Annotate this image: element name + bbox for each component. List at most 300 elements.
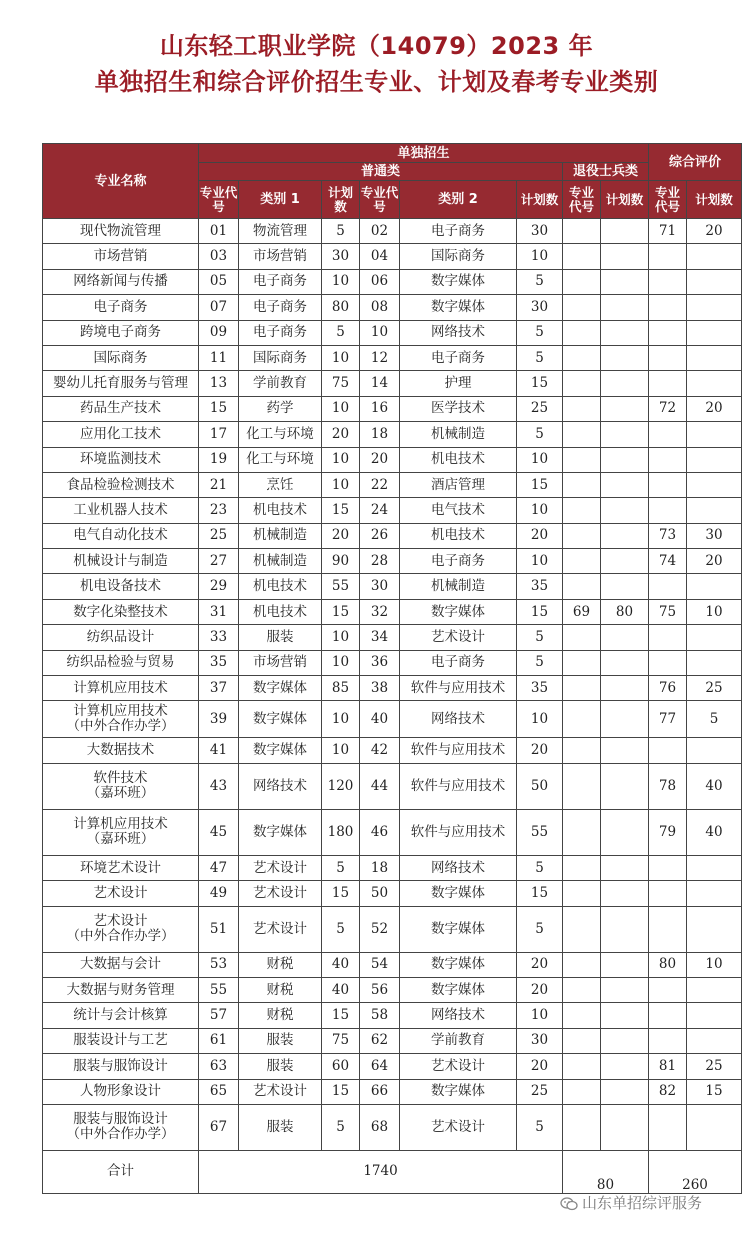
cell-code-1: 21 <box>199 472 239 497</box>
cell-plan-2: 15 <box>517 371 563 396</box>
cell-category-2: 数字媒体 <box>400 599 517 624</box>
cell-veteran-code <box>563 396 601 421</box>
cell-plan-2: 15 <box>517 599 563 624</box>
cell-veteran-code <box>563 625 601 650</box>
cell-comp-code <box>649 244 687 269</box>
cell-comp-code: 71 <box>649 219 687 244</box>
cell-code-2: 46 <box>360 809 400 855</box>
cell-plan-1: 75 <box>322 371 360 396</box>
cell-category-1: 电子商务 <box>239 320 322 345</box>
cell-plan-2: 10 <box>517 1003 563 1028</box>
cell-code-2: 36 <box>360 650 400 675</box>
major-name-text: 统计与会计核算 <box>73 1007 168 1024</box>
table-row <box>43 523 742 548</box>
cell-code-1: 19 <box>199 447 239 472</box>
cell-code-1: 35 <box>199 650 239 675</box>
cell-veteran-code <box>563 676 601 701</box>
cell-major-name <box>43 952 199 977</box>
cell-category-1: 市场营销 <box>239 244 322 269</box>
cell-category-2: 机械制造 <box>400 422 517 447</box>
cell-plan-1: 180 <box>322 809 360 855</box>
cell-comp-code: 75 <box>649 599 687 624</box>
cell-veteran-code <box>563 549 601 574</box>
cell-major-name <box>43 1028 199 1053</box>
cell-major-name <box>43 738 199 763</box>
cell-code-2: 02 <box>360 219 400 244</box>
watermark-text: 山东单招综评服务 <box>582 1194 703 1212</box>
cell-code-1: 49 <box>199 881 239 906</box>
cell-veteran-code <box>563 498 601 523</box>
cell-plan-1: 10 <box>322 738 360 763</box>
cell-veteran-code <box>563 295 601 320</box>
cell-veteran-code <box>563 1104 601 1150</box>
cell-plan-1: 5 <box>322 219 360 244</box>
header-category-1: 类别 1 <box>239 181 322 219</box>
cell-veteran-code <box>563 650 601 675</box>
cell-category-1: 药学 <box>239 396 322 421</box>
cell-comp-plan: 15 <box>687 1079 742 1104</box>
cell-plan-2: 20 <box>517 523 563 548</box>
cell-category-1: 艺术设计 <box>239 855 322 880</box>
header-major-name: 专业名称 <box>43 144 199 219</box>
cell-category-2: 学前教育 <box>400 1028 517 1053</box>
cell-category-1: 服装 <box>239 625 322 650</box>
cell-plan-2: 35 <box>517 676 563 701</box>
cell-veteran-plan <box>601 447 649 472</box>
cell-comp-plan <box>687 295 742 320</box>
major-name-text: 计算机应用技术 <box>73 816 168 833</box>
cell-code-2: 44 <box>360 763 400 809</box>
cell-plan-2: 25 <box>517 1079 563 1104</box>
cell-category-2: 数字媒体 <box>400 269 517 294</box>
cell-plan-2: 10 <box>517 498 563 523</box>
major-name-text: 服装与服饰设计 <box>73 1057 168 1074</box>
cell-veteran-plan <box>601 855 649 880</box>
cell-comp-code <box>649 650 687 675</box>
header-plan-2: 计划数 <box>517 181 563 219</box>
cell-code-2: 18 <box>360 422 400 447</box>
cell-comp-code <box>649 906 687 952</box>
major-name-text: 人物形象设计 <box>80 1083 161 1100</box>
header-code-1: 专业代号 <box>199 181 239 219</box>
cell-veteran-code <box>563 244 601 269</box>
cell-comp-code <box>649 447 687 472</box>
major-name-text: 食品检验检测技术 <box>66 476 175 493</box>
table-row <box>43 906 742 952</box>
cell-plan-1: 15 <box>322 498 360 523</box>
cell-code-2: 42 <box>360 738 400 763</box>
cell-comp-plan <box>687 855 742 880</box>
cell-plan-1: 10 <box>322 472 360 497</box>
cell-category-2: 电子商务 <box>400 345 517 370</box>
cell-comp-code: 78 <box>649 763 687 809</box>
cell-veteran-plan <box>601 977 649 1002</box>
cell-plan-1: 5 <box>322 855 360 880</box>
cell-comp-plan <box>687 320 742 345</box>
cell-comp-code: 81 <box>649 1054 687 1079</box>
major-name-text: 工业机器人技术 <box>73 501 168 518</box>
wechat-icon <box>560 1197 578 1211</box>
header-code-2: 专业代号 <box>360 181 400 219</box>
cell-veteran-code <box>563 1054 601 1079</box>
cell-code-2: 26 <box>360 523 400 548</box>
cell-veteran-code <box>563 1003 601 1028</box>
cell-plan-2: 20 <box>517 952 563 977</box>
cell-plan-2: 5 <box>517 1104 563 1150</box>
cell-plan-1: 15 <box>322 1079 360 1104</box>
cell-plan-2: 10 <box>517 701 563 738</box>
cell-code-1: 33 <box>199 625 239 650</box>
cell-category-1: 服装 <box>239 1054 322 1079</box>
major-name-text: 环境监测技术 <box>80 451 161 468</box>
cell-veteran-plan <box>601 1104 649 1150</box>
major-name-text: 大数据与财务管理 <box>66 981 175 998</box>
cell-plan-1: 5 <box>322 1104 360 1150</box>
cell-veteran-plan <box>601 549 649 574</box>
cell-plan-2: 50 <box>517 763 563 809</box>
header-single-enroll: 单独招生 <box>199 144 649 163</box>
enrollment-table <box>42 143 742 1194</box>
table-row <box>43 574 742 599</box>
major-name-text: 艺术设计 <box>93 913 148 930</box>
cell-code-1: 39 <box>199 701 239 738</box>
cell-code-2: 38 <box>360 676 400 701</box>
cell-plan-2: 5 <box>517 855 563 880</box>
cell-major-name <box>43 219 199 244</box>
cell-code-2: 54 <box>360 952 400 977</box>
cell-major-name <box>43 396 199 421</box>
table-row <box>43 1079 742 1104</box>
cell-category-2: 软件与应用技术 <box>400 676 517 701</box>
cell-plan-2: 35 <box>517 574 563 599</box>
cell-major-name <box>43 1054 199 1079</box>
cell-code-1: 55 <box>199 977 239 1002</box>
cell-comp-plan <box>687 269 742 294</box>
cell-major-name <box>43 244 199 269</box>
cell-major-name <box>43 447 199 472</box>
cell-veteran-plan <box>601 472 649 497</box>
cell-veteran-code <box>563 472 601 497</box>
major-name-text: 艺术设计 <box>93 884 148 901</box>
cell-veteran-code <box>563 269 601 294</box>
major-name-text: 现代物流管理 <box>80 222 161 239</box>
cell-category-1: 网络技术 <box>239 763 322 809</box>
table-row <box>43 676 742 701</box>
cell-comp-plan: 25 <box>687 1054 742 1079</box>
table-row <box>43 219 742 244</box>
header-regular: 普通类 <box>199 163 563 181</box>
header-veteran: 退役士兵类 <box>563 163 649 181</box>
cell-comp-plan: 40 <box>687 809 742 855</box>
cell-category-2: 软件与应用技术 <box>400 809 517 855</box>
cell-category-2: 数字媒体 <box>400 1079 517 1104</box>
table-footer <box>43 1150 742 1193</box>
table-row <box>43 701 742 738</box>
cell-major-name <box>43 269 199 294</box>
cell-veteran-code <box>563 977 601 1002</box>
cell-plan-2: 5 <box>517 345 563 370</box>
cell-category-2: 医学技术 <box>400 396 517 421</box>
table-row <box>43 396 742 421</box>
table-row <box>43 422 742 447</box>
cell-code-2: 18 <box>360 855 400 880</box>
cell-code-2: 40 <box>360 701 400 738</box>
cell-code-1: 01 <box>199 219 239 244</box>
cell-veteran-code <box>563 701 601 738</box>
cell-plan-1: 55 <box>322 574 360 599</box>
cell-comp-plan: 20 <box>687 396 742 421</box>
cell-comp-code <box>649 1003 687 1028</box>
cell-major-name <box>43 1003 199 1028</box>
cell-category-2: 艺术设计 <box>400 1104 517 1150</box>
cell-comp-plan <box>687 738 742 763</box>
table-row <box>43 1028 742 1053</box>
cell-veteran-plan <box>601 701 649 738</box>
cell-code-2: 56 <box>360 977 400 1002</box>
cell-major-name <box>43 676 199 701</box>
cell-comp-plan <box>687 1028 742 1053</box>
cell-code-1: 03 <box>199 244 239 269</box>
cell-category-2: 数字媒体 <box>400 906 517 952</box>
cell-plan-1: 120 <box>322 763 360 809</box>
cell-veteran-plan <box>601 1028 649 1053</box>
cell-comp-code: 76 <box>649 676 687 701</box>
header-category-2: 类别 2 <box>400 181 517 219</box>
cell-comp-plan <box>687 881 742 906</box>
cell-veteran-plan <box>601 219 649 244</box>
cell-veteran-plan <box>601 650 649 675</box>
cell-code-2: 22 <box>360 472 400 497</box>
cell-category-1: 电子商务 <box>239 295 322 320</box>
cell-comp-code <box>649 855 687 880</box>
cell-veteran-code: 69 <box>563 599 601 624</box>
table-body <box>43 219 742 1151</box>
cell-category-2: 网络技术 <box>400 701 517 738</box>
cell-veteran-code <box>563 219 601 244</box>
cell-major-name <box>43 549 199 574</box>
title-line-2: 单独招生和综合评价招生专业、计划及春考专业类别 <box>94 68 659 96</box>
major-name-text: 国际商务 <box>93 349 148 366</box>
cell-veteran-plan <box>601 952 649 977</box>
cell-category-1: 国际商务 <box>239 345 322 370</box>
cell-plan-1: 20 <box>322 422 360 447</box>
cell-major-name <box>43 701 199 738</box>
table-row <box>43 809 742 855</box>
cell-category-1: 电子商务 <box>239 269 322 294</box>
major-name-text: 药品生产技术 <box>80 400 161 417</box>
cell-major-name <box>43 625 199 650</box>
cell-veteran-code <box>563 881 601 906</box>
cell-comp-code: 74 <box>649 549 687 574</box>
cell-code-1: 07 <box>199 295 239 320</box>
cell-veteran-plan <box>601 244 649 269</box>
cell-category-2: 网络技术 <box>400 320 517 345</box>
cell-plan-1: 10 <box>322 701 360 738</box>
cell-plan-1: 10 <box>322 650 360 675</box>
cell-veteran-plan <box>601 881 649 906</box>
cell-category-1: 机械制造 <box>239 549 322 574</box>
table-row <box>43 447 742 472</box>
cell-comp-code: 82 <box>649 1079 687 1104</box>
header-comp-code: 专业代号 <box>649 181 687 219</box>
cell-code-2: 32 <box>360 599 400 624</box>
cell-comp-code <box>649 738 687 763</box>
cell-major-name <box>43 320 199 345</box>
cell-plan-1: 15 <box>322 1003 360 1028</box>
cell-veteran-plan <box>601 738 649 763</box>
table-row <box>43 472 742 497</box>
cell-veteran-plan <box>601 422 649 447</box>
cell-comp-plan <box>687 371 742 396</box>
total-regular: 1740 <box>199 1150 563 1193</box>
cell-category-1: 服装 <box>239 1028 322 1053</box>
cell-veteran-plan <box>601 396 649 421</box>
cell-veteran-plan <box>601 1003 649 1028</box>
cell-comp-code <box>649 881 687 906</box>
cell-plan-1: 75 <box>322 1028 360 1053</box>
cell-major-name <box>43 881 199 906</box>
cell-plan-2: 30 <box>517 1028 563 1053</box>
cell-plan-1: 10 <box>322 447 360 472</box>
cell-category-2: 数字媒体 <box>400 977 517 1002</box>
cell-category-1: 机械制造 <box>239 523 322 548</box>
cell-comp-plan <box>687 1003 742 1028</box>
major-name-note: （嘉环班） <box>86 831 155 848</box>
cell-comp-plan <box>687 422 742 447</box>
cell-category-1: 烹饪 <box>239 472 322 497</box>
cell-category-2: 网络技术 <box>400 1003 517 1028</box>
cell-category-1: 服装 <box>239 1104 322 1150</box>
cell-code-1: 05 <box>199 269 239 294</box>
cell-comp-code <box>649 269 687 294</box>
cell-plan-1: 15 <box>322 881 360 906</box>
cell-major-name <box>43 809 199 855</box>
major-name-text: 计算机应用技术 <box>73 703 168 720</box>
cell-plan-2: 5 <box>517 422 563 447</box>
cell-plan-1: 40 <box>322 952 360 977</box>
cell-comp-plan <box>687 977 742 1002</box>
major-name-text: 计算机应用技术 <box>73 679 168 696</box>
cell-code-1: 45 <box>199 809 239 855</box>
cell-category-2: 网络技术 <box>400 855 517 880</box>
cell-code-1: 65 <box>199 1079 239 1104</box>
cell-plan-2: 25 <box>517 396 563 421</box>
major-name-note: （中外合作办学） <box>66 1126 175 1143</box>
major-name-text: 机电设备技术 <box>80 578 161 595</box>
cell-plan-2: 5 <box>517 269 563 294</box>
cell-category-1: 市场营销 <box>239 650 322 675</box>
cell-category-2: 软件与应用技术 <box>400 738 517 763</box>
cell-code-2: 04 <box>360 244 400 269</box>
cell-veteran-plan <box>601 371 649 396</box>
cell-veteran-code <box>563 447 601 472</box>
cell-code-2: 30 <box>360 574 400 599</box>
table-row <box>43 952 742 977</box>
cell-category-1: 数字媒体 <box>239 676 322 701</box>
cell-comp-plan <box>687 472 742 497</box>
cell-veteran-plan <box>601 523 649 548</box>
cell-code-1: 27 <box>199 549 239 574</box>
total-comprehensive: 260 <box>649 1150 742 1193</box>
cell-code-1: 63 <box>199 1054 239 1079</box>
cell-comp-code <box>649 295 687 320</box>
major-name-text: 市场营销 <box>93 248 148 265</box>
major-name-text: 网络新闻与传播 <box>73 273 168 290</box>
total-veteran: 80 <box>563 1150 649 1193</box>
cell-veteran-code <box>563 809 601 855</box>
cell-category-2: 艺术设计 <box>400 1054 517 1079</box>
cell-comp-plan <box>687 447 742 472</box>
cell-veteran-plan: 80 <box>601 599 649 624</box>
title-line-1: 山东轻工职业学院（14079）2023 年 <box>159 32 594 60</box>
cell-plan-2: 10 <box>517 549 563 574</box>
watermark <box>560 1192 702 1213</box>
cell-code-1: 23 <box>199 498 239 523</box>
cell-category-2: 电子商务 <box>400 549 517 574</box>
major-name-text: 服装与服饰设计 <box>73 1111 168 1128</box>
cell-plan-1: 80 <box>322 295 360 320</box>
cell-category-1: 财税 <box>239 1003 322 1028</box>
cell-plan-2: 20 <box>517 738 563 763</box>
cell-code-1: 51 <box>199 906 239 952</box>
cell-veteran-plan <box>601 676 649 701</box>
cell-code-1: 09 <box>199 320 239 345</box>
cell-code-2: 50 <box>360 881 400 906</box>
cell-category-1: 艺术设计 <box>239 906 322 952</box>
cell-comp-code <box>649 498 687 523</box>
cell-comp-code <box>649 371 687 396</box>
cell-plan-2: 30 <box>517 295 563 320</box>
cell-category-1: 数字媒体 <box>239 809 322 855</box>
cell-veteran-code <box>563 371 601 396</box>
cell-comp-code <box>649 320 687 345</box>
cell-code-1: 57 <box>199 1003 239 1028</box>
table-row <box>43 763 742 809</box>
cell-comp-plan: 5 <box>687 701 742 738</box>
cell-code-2: 20 <box>360 447 400 472</box>
cell-category-1: 机电技术 <box>239 498 322 523</box>
cell-veteran-code <box>563 738 601 763</box>
cell-code-2: 68 <box>360 1104 400 1150</box>
cell-category-1: 化工与环境 <box>239 422 322 447</box>
cell-code-1: 13 <box>199 371 239 396</box>
cell-comp-plan <box>687 906 742 952</box>
major-name-text: 电气自动化技术 <box>73 527 168 544</box>
cell-code-1: 43 <box>199 763 239 809</box>
table-row <box>43 625 742 650</box>
cell-veteran-code <box>563 523 601 548</box>
cell-comp-plan: 30 <box>687 523 742 548</box>
cell-category-2: 软件与应用技术 <box>400 763 517 809</box>
cell-code-1: 31 <box>199 599 239 624</box>
cell-code-2: 58 <box>360 1003 400 1028</box>
cell-category-1: 物流管理 <box>239 219 322 244</box>
cell-plan-1: 10 <box>322 345 360 370</box>
cell-veteran-code <box>563 1028 601 1053</box>
cell-major-name <box>43 906 199 952</box>
cell-code-2: 12 <box>360 345 400 370</box>
cell-major-name <box>43 295 199 320</box>
table-header <box>43 144 742 219</box>
cell-category-2: 机电技术 <box>400 523 517 548</box>
table-row <box>43 498 742 523</box>
cell-veteran-code <box>563 422 601 447</box>
cell-plan-1: 60 <box>322 1054 360 1079</box>
cell-category-2: 酒店管理 <box>400 472 517 497</box>
cell-veteran-plan <box>601 1079 649 1104</box>
cell-major-name <box>43 1079 199 1104</box>
cell-comp-code <box>649 472 687 497</box>
